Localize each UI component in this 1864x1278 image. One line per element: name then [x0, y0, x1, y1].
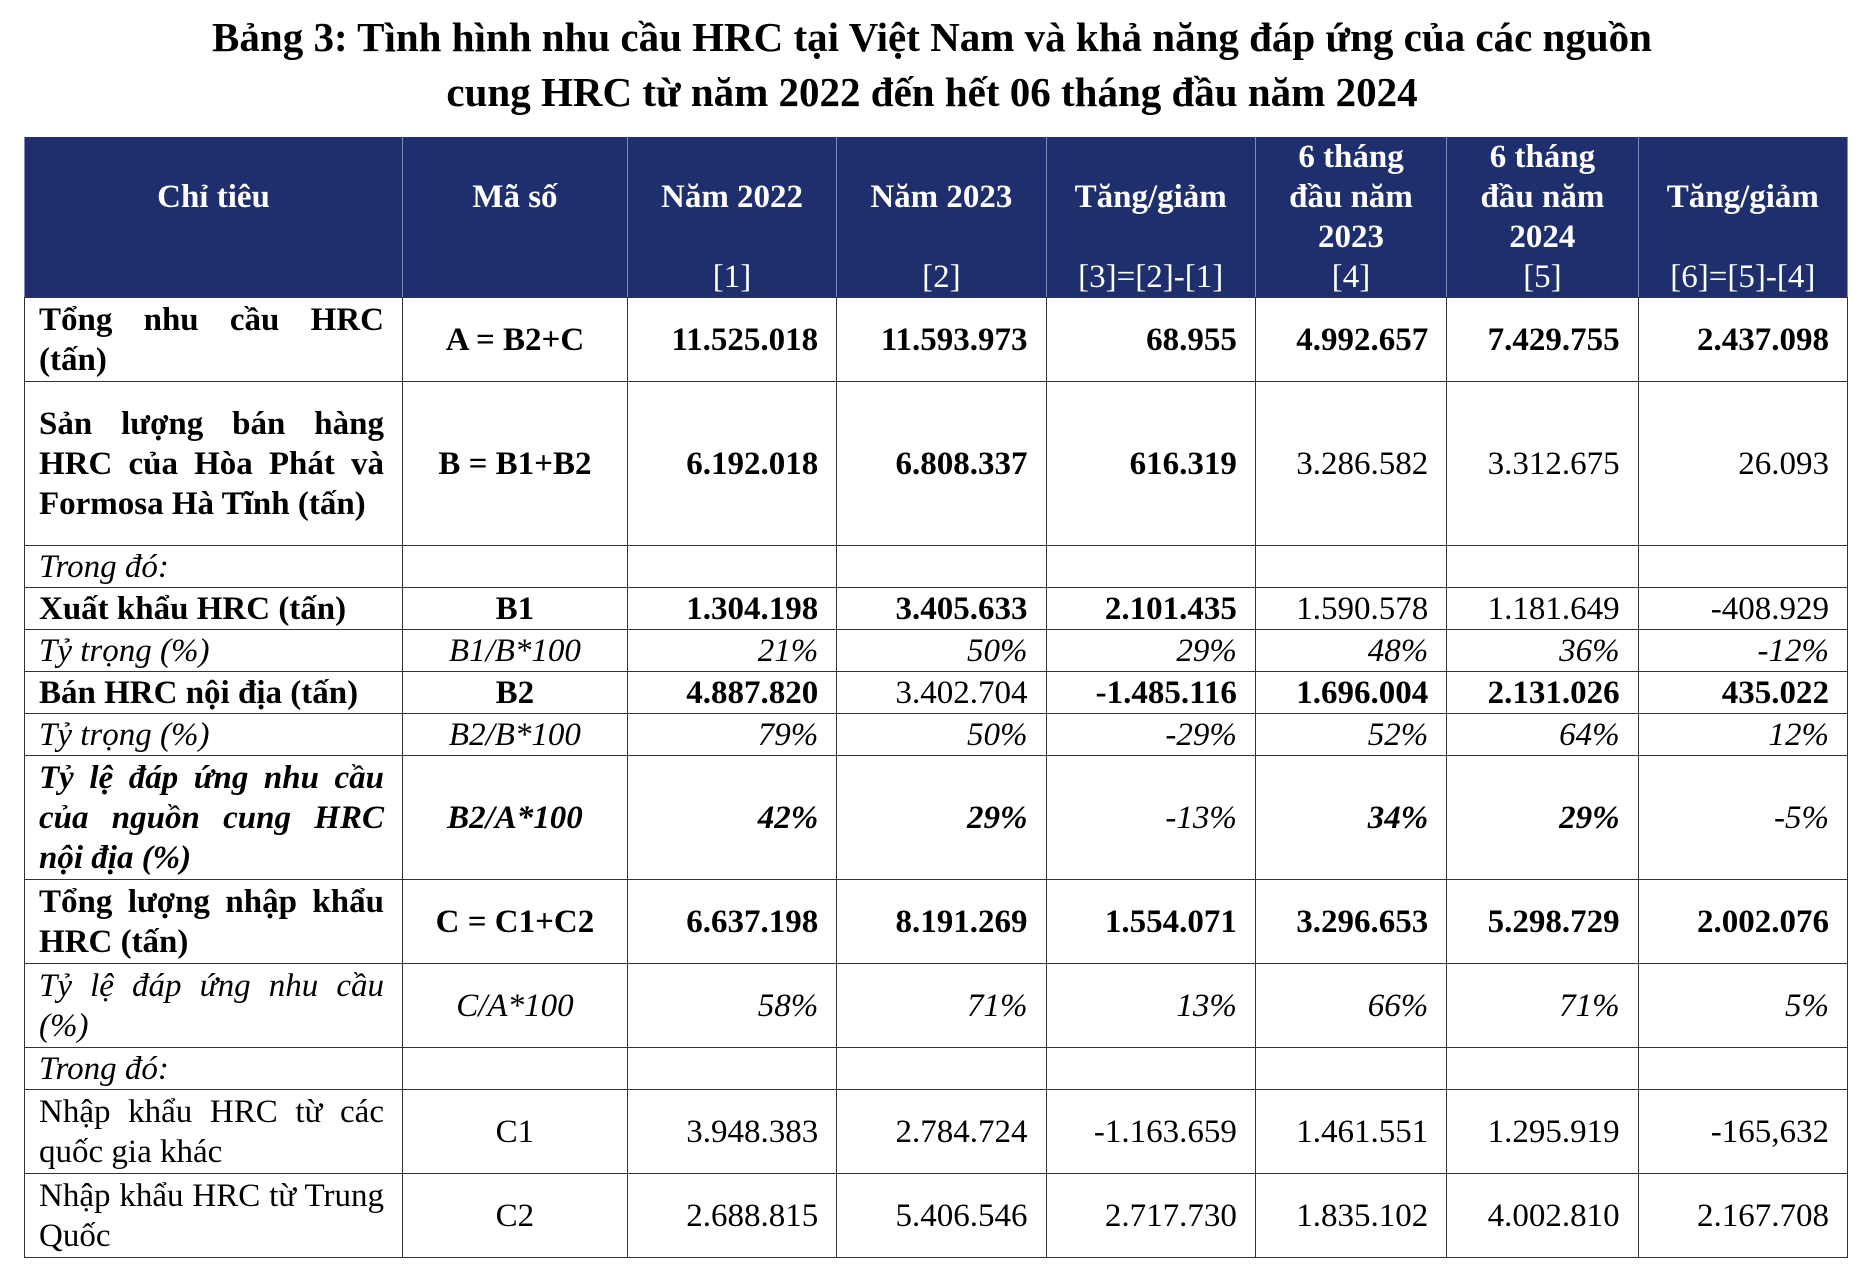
row-value: 21% [627, 630, 836, 672]
row-label: Trong đó: [25, 1048, 403, 1090]
row-code: B1/B*100 [402, 630, 627, 672]
row-value: 12% [1638, 714, 1847, 756]
row-value: 2.131.026 [1447, 672, 1638, 714]
row-value: 58% [627, 964, 836, 1048]
row-value: 3.286.582 [1255, 382, 1446, 546]
row-value: 64% [1447, 714, 1638, 756]
title-line-2: cung HRC từ năm 2022 đến hết 06 tháng đầu năm 2024 [446, 69, 1418, 115]
row-value: 26.093 [1638, 382, 1847, 546]
row-label: Trong đó: [25, 546, 403, 588]
row-value: 2.167.708 [1638, 1174, 1847, 1258]
row-value: -5% [1638, 756, 1847, 880]
row-value: 11.525.018 [627, 298, 836, 382]
row-value: -13% [1046, 756, 1255, 880]
table-row [25, 1048, 1848, 1090]
hrc-demand-table [24, 137, 1848, 1258]
table-header [25, 137, 1848, 298]
row-value: 36% [1447, 630, 1638, 672]
row-value [627, 1048, 836, 1090]
table-row [25, 1090, 1848, 1174]
row-value: 3.948.383 [627, 1090, 836, 1174]
header-label: Năm 2022 [627, 137, 836, 257]
row-value: 1.696.004 [1255, 672, 1446, 714]
table-row [25, 964, 1848, 1048]
table-row [25, 298, 1848, 382]
row-value: 1.181.649 [1447, 588, 1638, 630]
row-value: 68.955 [1046, 298, 1255, 382]
row-value: 29% [1447, 756, 1638, 880]
row-code: C = C1+C2 [402, 880, 627, 964]
row-value [837, 546, 1046, 588]
row-label: Tỷ lệ đáp ứng nhu cầu (%) [25, 964, 403, 1048]
header-label: Tăng/giảm [1046, 137, 1255, 257]
row-code: C1 [402, 1090, 627, 1174]
row-label: Nhập khẩu HRC từ Trung Quốc [25, 1174, 403, 1258]
row-code: B2 [402, 672, 627, 714]
row-value: 4.002.810 [1447, 1174, 1638, 1258]
header-label: 6 tháng đầu năm 2023 [1255, 137, 1446, 257]
row-label: Nhập khẩu HRC từ các quốc gia khác [25, 1090, 403, 1174]
header-label: Mã số [402, 137, 627, 257]
row-value: 2.002.076 [1638, 880, 1847, 964]
row-value: 50% [837, 630, 1046, 672]
row-value: 2.784.724 [837, 1090, 1046, 1174]
row-code: B2/A*100 [402, 756, 627, 880]
row-value: 3.405.633 [837, 588, 1046, 630]
row-value: 71% [837, 964, 1046, 1048]
row-value: 42% [627, 756, 836, 880]
row-value: 34% [1255, 756, 1446, 880]
row-value: -165,632 [1638, 1090, 1847, 1174]
header-formula: [4] [1255, 257, 1446, 298]
row-value [837, 1048, 1046, 1090]
header-label: 6 tháng đầu năm 2024 [1447, 137, 1638, 257]
row-value: 1.835.102 [1255, 1174, 1446, 1258]
header-formula: [5] [1447, 257, 1638, 298]
row-value [1255, 1048, 1446, 1090]
table-row [25, 382, 1848, 546]
table-row [25, 714, 1848, 756]
row-value: 2.688.815 [627, 1174, 836, 1258]
row-label: Bán HRC nội địa (tấn) [25, 672, 403, 714]
row-value: 79% [627, 714, 836, 756]
title-line-1: Bảng 3: Tình hình nhu cầu HRC tại Việt Nam và khả năng đáp ứng của các nguồn [212, 14, 1652, 60]
table-row [25, 756, 1848, 880]
row-label: Tổng nhu cầu HRC (tấn) [25, 298, 403, 382]
row-value: 5.298.729 [1447, 880, 1638, 964]
row-value: 4.992.657 [1255, 298, 1446, 382]
row-value [1447, 546, 1638, 588]
table-title [0, 10, 1864, 120]
row-code: A = B2+C [402, 298, 627, 382]
row-value: 29% [837, 756, 1046, 880]
header-label: Chỉ tiêu [25, 137, 403, 257]
row-value: 48% [1255, 630, 1446, 672]
row-value: 6.808.337 [837, 382, 1046, 546]
row-value: 2.101.435 [1046, 588, 1255, 630]
header-formula: [6]=[5]-[4] [1638, 257, 1847, 298]
row-value: 2.717.730 [1046, 1174, 1255, 1258]
row-code: B1 [402, 588, 627, 630]
row-code: B = B1+B2 [402, 382, 627, 546]
row-value [1638, 546, 1847, 588]
row-value: 435.022 [1638, 672, 1847, 714]
row-value [1447, 1048, 1638, 1090]
row-value: 2.437.098 [1638, 298, 1847, 382]
row-value: 13% [1046, 964, 1255, 1048]
row-value [1046, 546, 1255, 588]
row-code: C/A*100 [402, 964, 627, 1048]
table-body [25, 298, 1848, 1258]
row-value: -408.929 [1638, 588, 1847, 630]
table-row [25, 880, 1848, 964]
row-value [1046, 1048, 1255, 1090]
row-value: 66% [1255, 964, 1446, 1048]
row-label: Xuất khẩu HRC (tấn) [25, 588, 403, 630]
header-label: Tăng/giảm [1638, 137, 1847, 257]
row-label: Tỷ lệ đáp ứng nhu cầu của nguồn cung HRC nội địa (%) [25, 756, 403, 880]
row-value: 3.312.675 [1447, 382, 1638, 546]
table-row [25, 1174, 1848, 1258]
row-value: 7.429.755 [1447, 298, 1638, 382]
row-value: 3.296.653 [1255, 880, 1446, 964]
table-row [25, 588, 1848, 630]
row-value: 1.295.919 [1447, 1090, 1638, 1174]
header-formula: [2] [837, 257, 1046, 298]
row-label: Tổng lượng nhập khẩu HRC (tấn) [25, 880, 403, 964]
table-row [25, 672, 1848, 714]
row-value: 1.461.551 [1255, 1090, 1446, 1174]
row-value: 3.402.704 [837, 672, 1046, 714]
row-value: 5.406.546 [837, 1174, 1046, 1258]
row-value: 1.590.578 [1255, 588, 1446, 630]
row-value: 4.887.820 [627, 672, 836, 714]
header-formula [402, 257, 627, 298]
row-code: B2/B*100 [402, 714, 627, 756]
row-code: C2 [402, 1174, 627, 1258]
row-value: 50% [837, 714, 1046, 756]
row-value: -1.485.116 [1046, 672, 1255, 714]
row-value [627, 546, 836, 588]
row-value: 52% [1255, 714, 1446, 756]
row-value [1255, 546, 1446, 588]
row-value: 1.554.071 [1046, 880, 1255, 964]
row-value: 5% [1638, 964, 1847, 1048]
row-value: 11.593.973 [837, 298, 1046, 382]
row-value: 1.304.198 [627, 588, 836, 630]
header-formula: [1] [627, 257, 836, 298]
row-value [1638, 1048, 1847, 1090]
row-value: -29% [1046, 714, 1255, 756]
row-value: 71% [1447, 964, 1638, 1048]
header-formula [25, 257, 403, 298]
row-value: 6.192.018 [627, 382, 836, 546]
row-value: 8.191.269 [837, 880, 1046, 964]
row-value: 6.637.198 [627, 880, 836, 964]
row-code [402, 546, 627, 588]
row-value: -12% [1638, 630, 1847, 672]
row-label: Sản lượng bán hàng HRC của Hòa Phát và Formosa Hà Tĩnh (tấn) [25, 382, 403, 546]
table-row [25, 546, 1848, 588]
table-row [25, 630, 1848, 672]
row-label: Tỷ trọng (%) [25, 714, 403, 756]
row-value: -1.163.659 [1046, 1090, 1255, 1174]
header-label: Năm 2023 [837, 137, 1046, 257]
row-label: Tỷ trọng (%) [25, 630, 403, 672]
row-value: 616.319 [1046, 382, 1255, 546]
row-value: 29% [1046, 630, 1255, 672]
row-code [402, 1048, 627, 1090]
header-formula: [3]=[2]-[1] [1046, 257, 1255, 298]
